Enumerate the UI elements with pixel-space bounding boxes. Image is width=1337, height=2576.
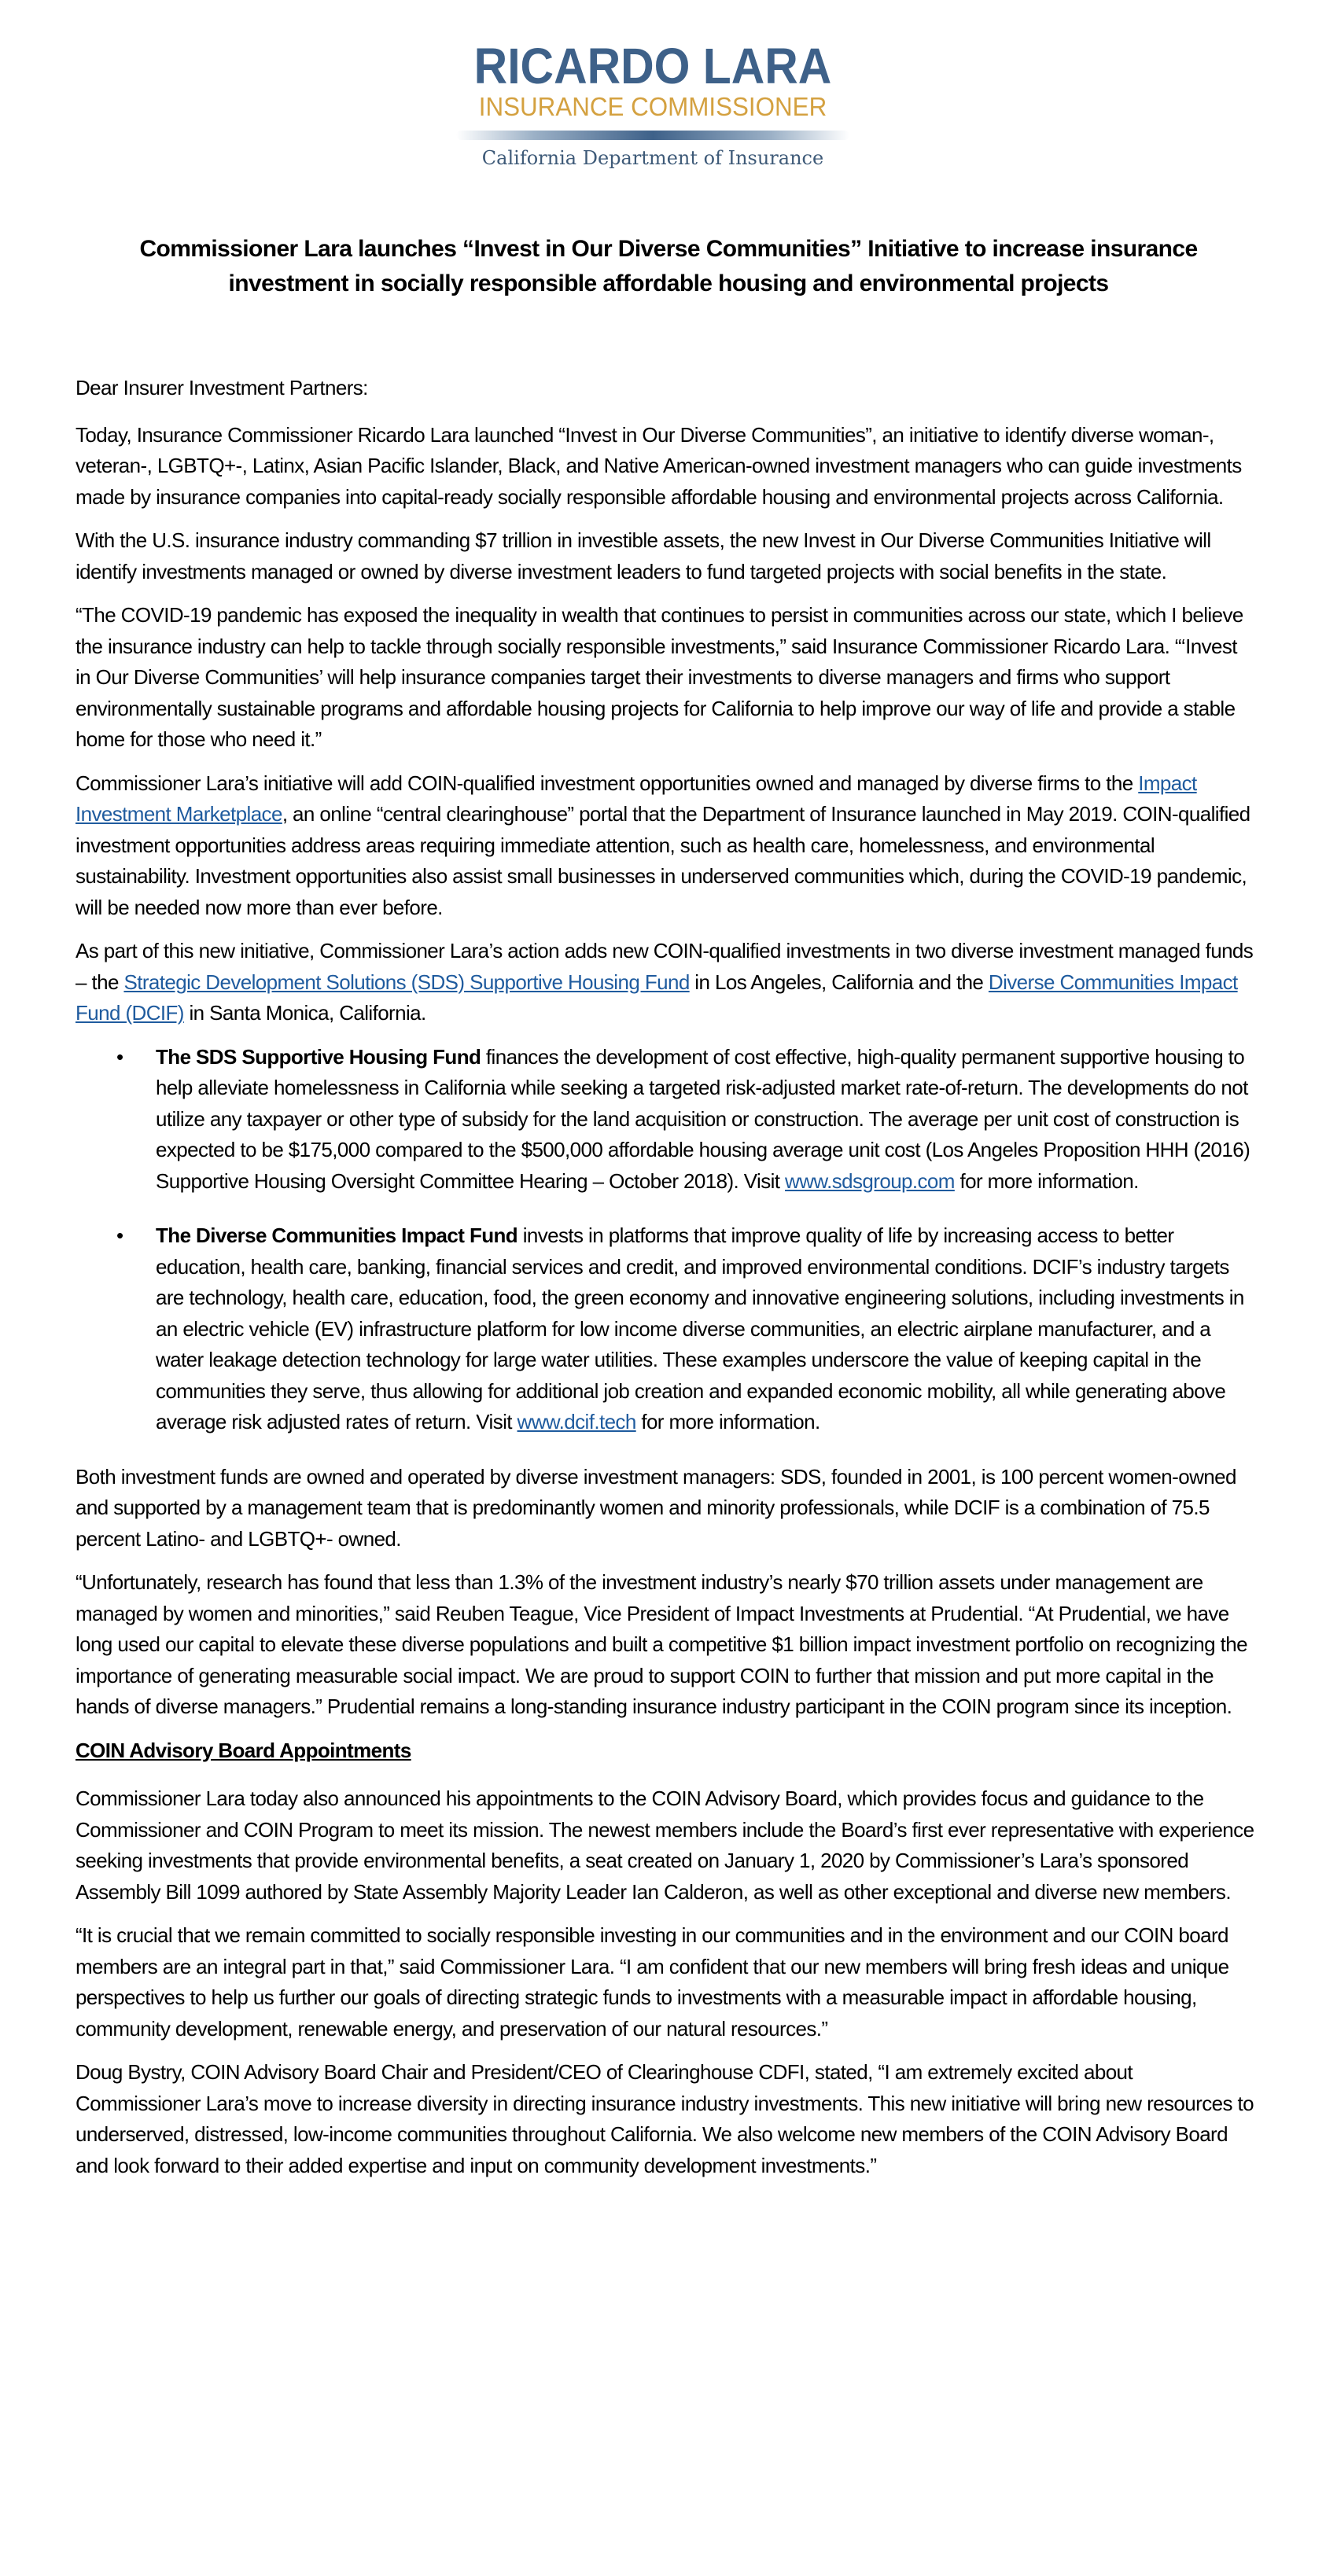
paragraph-bystry-quote: Doug Bystry, COIN Advisory Board Chair and President/CEO of Clearinghouse CDFI, stated, “I am extremely excited about Commissioner Lara’s move to increase diversity in directing insurance industry investments. This new initiative will bring new resources to underserved, distressed, low-income communities throughout California. We also welcome new members of the COIN Advisory Board and look forward to their added expertise and input on community development investments.” bbox=[76, 2060, 1254, 2177]
paragraph-fund-ownership: Both investment funds are owned and operated by diverse investment managers: SDS, founded in 2001, is 100 percent women-owned and supported by a management team that is predominantly women and minority professionals, while DCIF is a combination of 75.5 percent Latino- and LGBTQ+- owned. bbox=[76, 1464, 1236, 1551]
document-body bbox=[76, 373, 1255, 2194]
sdsgroup-website-link[interactable]: www.sdsgroup.com bbox=[785, 1168, 955, 1193]
logo-commissioner-name: RICARDO LARA bbox=[473, 38, 832, 94]
fund-name: The Diverse Communities Impact Fund bbox=[156, 1224, 518, 1247]
paragraph-lara-board-quote: “It is crucial that we remain committed to socially responsible investing in our communities and in the environment and our COIN board members are an integral part in that,” said Commissioner Lara. “I am confident that our new members will bring fresh ideas and unique perspectives to help us further our goals of directing strategic funds to investments with a measurable impact in affordable housing, community development, renewable energy, and preservation of our natural resources.” bbox=[76, 1923, 1229, 2041]
text-segment: for more information. bbox=[635, 1410, 820, 1433]
press-release-headline: Commissioner Lara launches “Invest in Our Diverse Communities” Initiative to increase insurance investment in socially responsible affordable housing and environmental projects bbox=[139, 236, 1198, 296]
paragraph-commissioner-quote: “The COVID-19 pandemic has exposed the inequality in wealth that continues to persist in communities across our state, which I believe the insurance industry can help to tackle through socially responsible investments,” said Insurance Commissioner Ricardo Lara. “‘Invest in Our Diverse Communities’ will help insurance companies target their investments to diverse managers and firms who support environmentally sustainable programs and affordable housing projects for California to help improve our way of life and provide a stable home for those who need it.” bbox=[76, 603, 1243, 751]
text-segment: , an online “central clearinghouse” portal that the Department of Insurance launched in May 2019. COIN-qualified investment opportunities address areas requiring immediate attention, such as health care, homelessness, and environmental sustainability. Investment opportunities also assist small businesses in underserved communities which, during the COVID-19 pandemic, will be needed now more than ever before. bbox=[76, 802, 1250, 919]
text-segment: As part of this new initiative, Commissioner Lara’s action adds new COIN-qualified investments in two diverse investment managed funds – the bbox=[76, 939, 1254, 994]
cdi-logo bbox=[440, 38, 865, 175]
bullet-icon: • bbox=[116, 1224, 123, 1247]
text-segment: for more information. bbox=[954, 1168, 1139, 1193]
paragraph-intro: Today, Insurance Commissioner Ricardo Lara launched “Invest in Our Diverse Communities”, an initiative to identify diverse woman-, veteran-, LGBTQ+-, Latinx, Asian Pacific Islander, Black, and Native American-owned investment managers who can guide investments made by insurance companies into capital-ready socially responsible affordable housing and environmental projects across California. bbox=[76, 422, 1242, 509]
bullet-icon: • bbox=[116, 1044, 123, 1069]
sds-fund-link[interactable]: Strategic Development Solutions (SDS) Supportive Housing Fund bbox=[123, 970, 690, 994]
list-item-dcif-fund bbox=[76, 1220, 1255, 1438]
salutation: Dear Insurer Investment Partners: bbox=[76, 376, 368, 399]
list-item-sds-fund bbox=[76, 1042, 1255, 1198]
paragraph-prudential-quote: “Unfortunately, research has found that less than 1.3% of the investment industry’s nearly $70 trillion assets under management are managed by women and minorities,” said Reuben Teague, Vice President of Impact Investments at Prudential. “At Prudential, we have long used our capital to elevate these diverse populations and built a competitive $1 billion impact investment portfolio on recognizing the importance of generating measurable social impact. We are proud to support COIN to further that mission and put more capital in the hands of diverse managers.” Prudential remains a long-standing insurance industry participant in the COIN program since its inception. bbox=[76, 1570, 1247, 1718]
logo-department: California Department of Insurance bbox=[481, 147, 824, 169]
fund-description: invests in platforms that improve quality of life by increasing access to better education, health care, banking, financial services and credit, and improved environmental conditions. DCIF’s industry targets are technology, health care, education, food, the green economy and innovative engineering solutions, including investments in an electric vehicle (EV) infrastructure platform for low income diverse communities, an electric airplane manufacturer, and a water leakage detection technology for large water utilities. These examples underscore the value of keeping capital in the communities they serve, thus allowing for additional job creation and expanded economic mobility, all while generating above average risk adjusted rates of return. Visit bbox=[156, 1224, 1244, 1433]
impact-investment-marketplace-link[interactable]: Impact Investment Marketplace bbox=[76, 771, 1197, 826]
text-segment: in Santa Monica, California. bbox=[183, 1001, 426, 1025]
paragraph-two-funds bbox=[76, 936, 1255, 1029]
fund-description: finances the development of cost effective, high-quality permanent supportive housing to help alleviate homelessness in California while seeking a targeted risk-adjusted market rate-of-return. The developments do not utilize any taxpayer or other type of subsidy for the land acquisition or construction. The average per unit cost of construction is expected to be $175,000 compared to the $500,000 affordable housing average unit cost (Los Angeles Proposition HHH (2016) Supportive Housing Oversight Committee Hearing – October 2018). Visit bbox=[156, 1044, 1250, 1193]
dcif-link[interactable]: Diverse Communities Impact Fund (DCIF) bbox=[76, 970, 1238, 1025]
funds-list bbox=[76, 1042, 1255, 1438]
logo-divider-bar bbox=[456, 131, 849, 140]
text-segment: Commissioner Lara’s initiative will add COIN-qualified investment opportunities owned and managed by diverse firms to the bbox=[76, 771, 1139, 795]
paragraph-board-appointments: Commissioner Lara today also announced his appointments to the COIN Advisory Board, which provides focus and guidance to the Commissioner and COIN Program to meet its mission. The newest members include the Board’s first ever representative with experience seeking investments that provide environmental benefits, a seat created on January 1, 2020 by Commissioner’s Lara’s sponsored Assembly Bill 1099 authored by State Assembly Majority Leader Ian Calderon, as well as other exceptional and diverse new members. bbox=[76, 1787, 1254, 1904]
section-heading-coin-board: COIN Advisory Board Appointments bbox=[76, 1738, 411, 1762]
logo-commissioner-title: INSURANCE COMMISSIONER bbox=[478, 92, 827, 121]
paragraph-marketplace bbox=[76, 768, 1255, 924]
paragraph-industry-assets: With the U.S. insurance industry commanding $7 trillion in investible assets, the new Invest in Our Diverse Communities Initiative will identify investments managed or owned by diverse investment leaders to fund targeted projects with social benefits in the state. bbox=[76, 528, 1211, 583]
dcif-website-link[interactable]: www.dcif.tech bbox=[517, 1410, 636, 1433]
text-segment: in Los Angeles, California and the bbox=[689, 970, 989, 994]
fund-name: The SDS Supportive Housing Fund bbox=[156, 1044, 481, 1069]
